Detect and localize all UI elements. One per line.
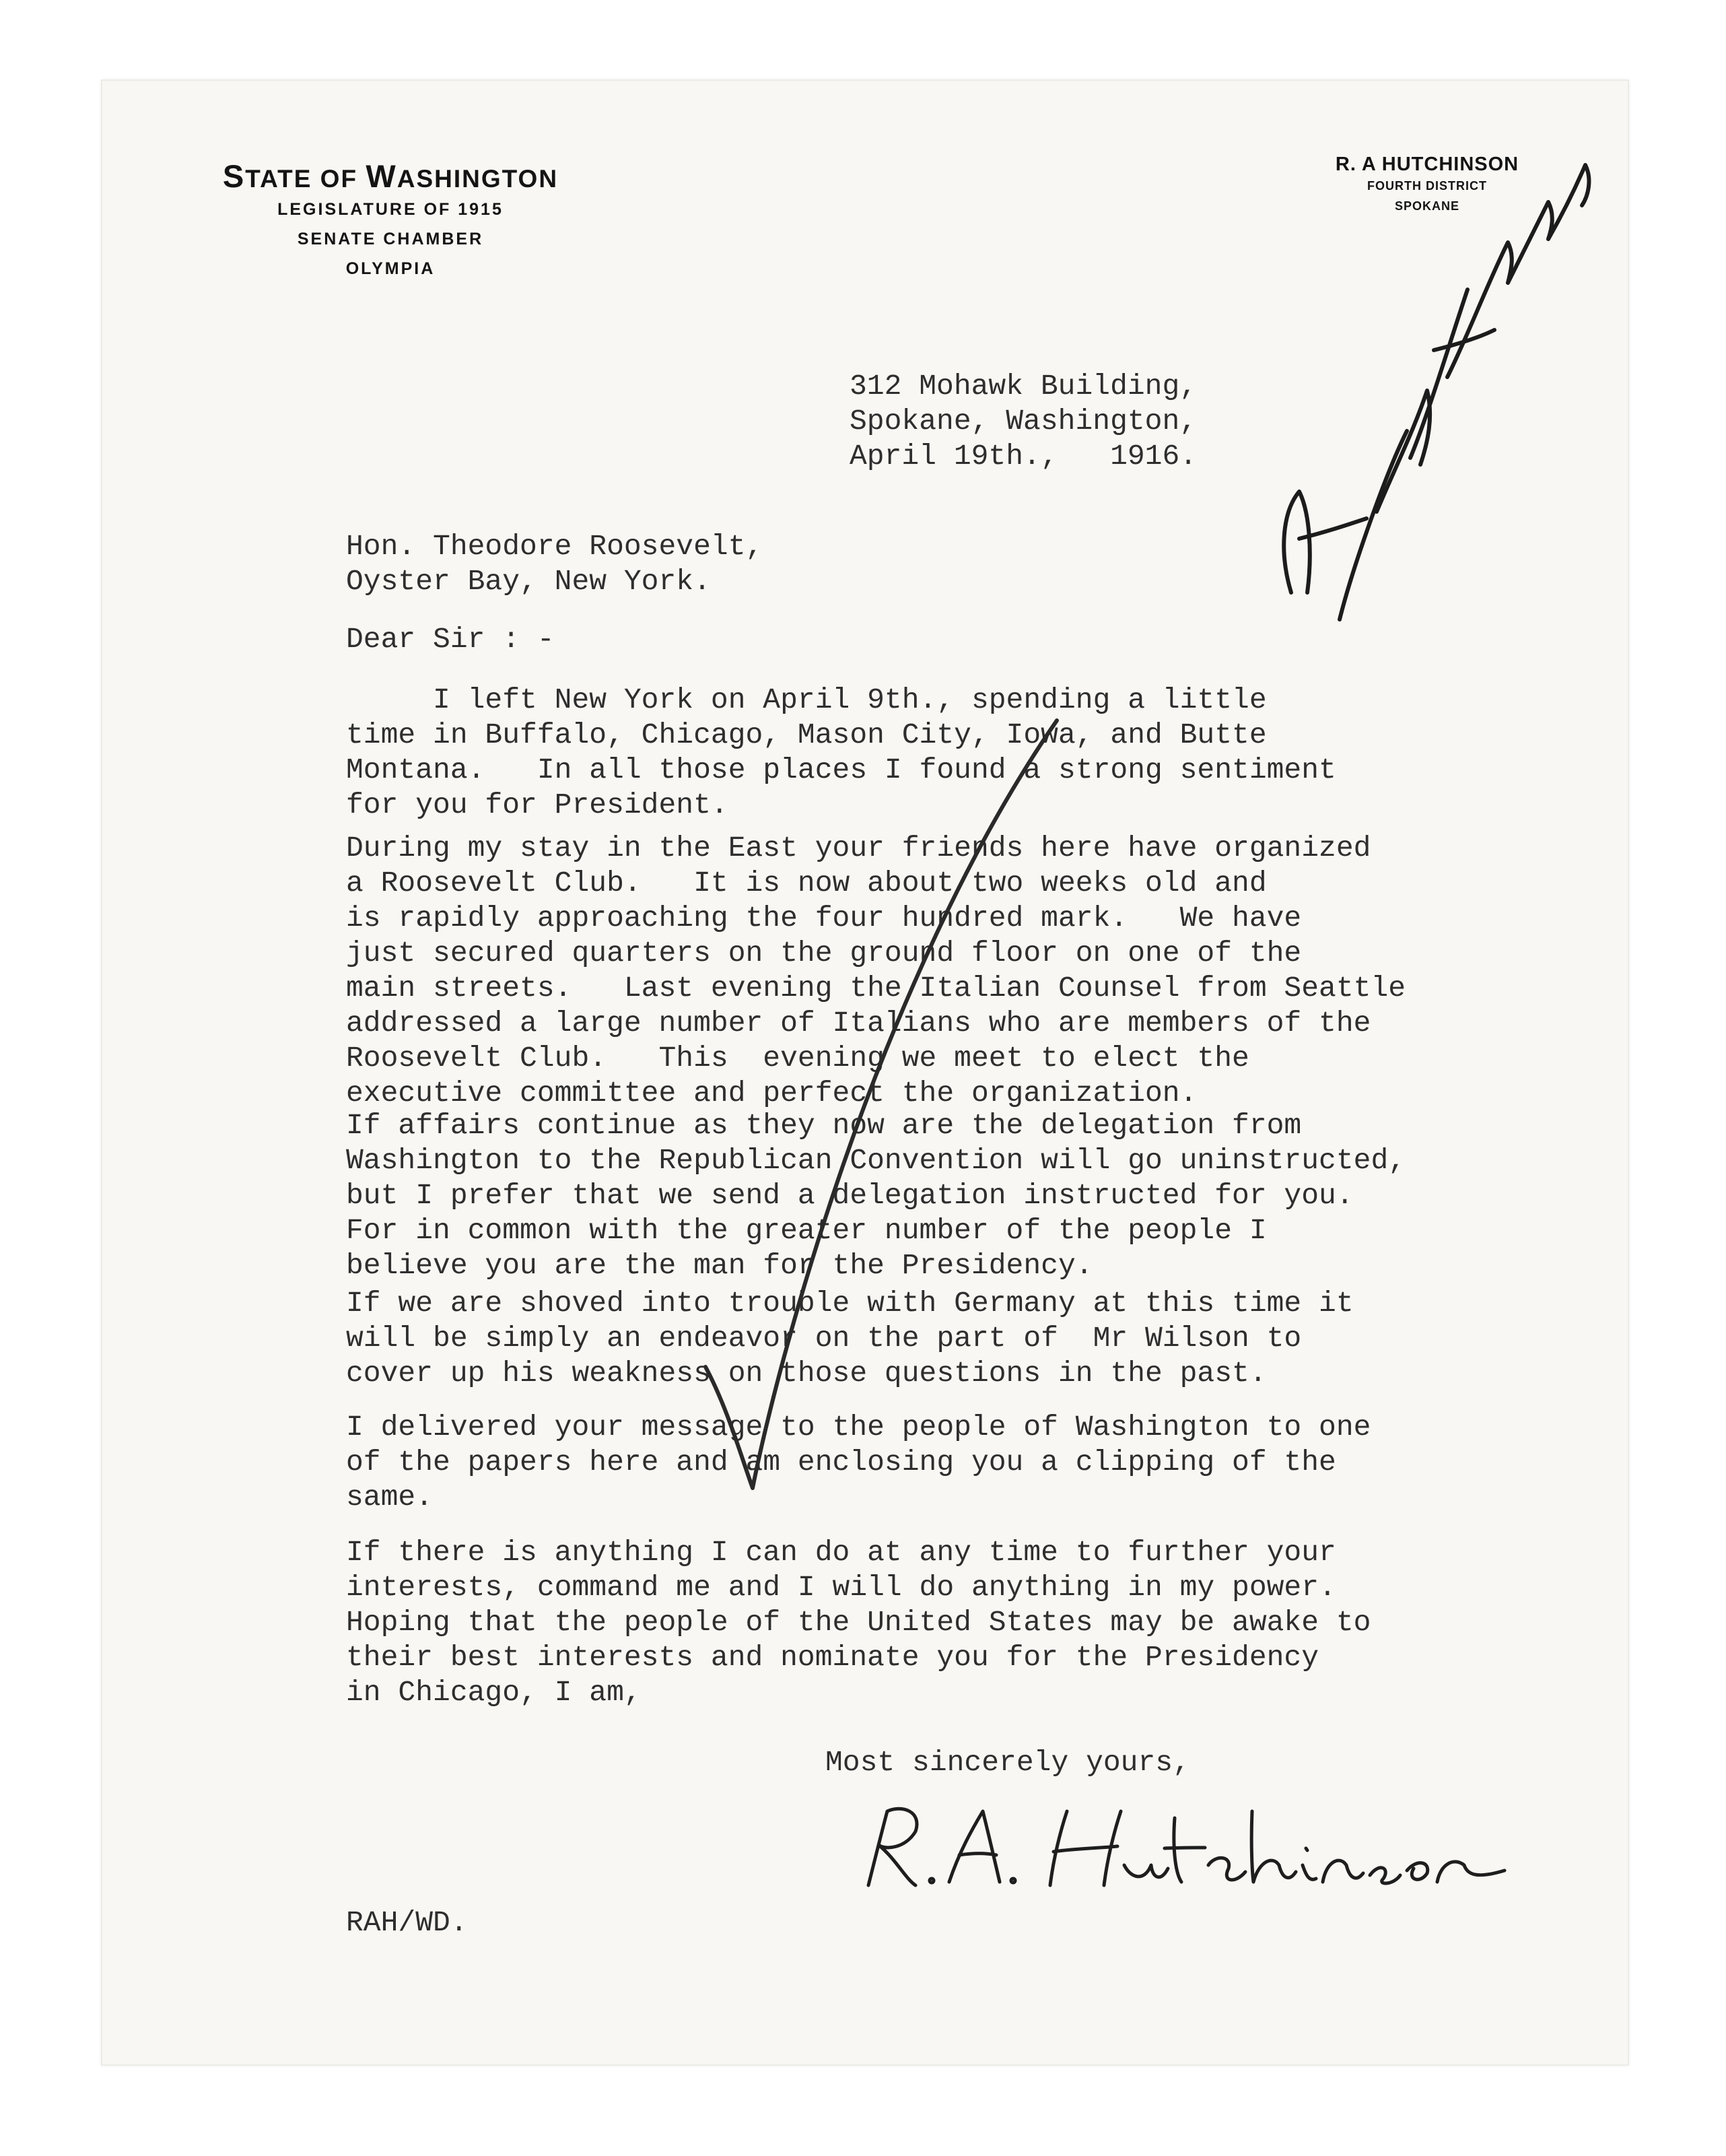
- typist-initials: RAH/WD.: [346, 1906, 468, 1939]
- body-line: of the papers here and am enclosing you a clipping of the: [346, 1446, 1336, 1479]
- body-line: I left New York on April 9th., spending a little: [346, 683, 1267, 716]
- body-line: addressed a large number of Italians who are members of the: [346, 1007, 1371, 1040]
- body-line: Roosevelt Club. This evening we meet to elect the: [346, 1042, 1249, 1075]
- body-line: just secured quarters on the ground floor on one of the: [346, 937, 1302, 970]
- body-paragraph: [346, 1108, 1406, 1283]
- body-line: Hoping that the people of the United States may be awake to: [346, 1606, 1371, 1639]
- body-line: I delivered your message to the people of Washington to one: [346, 1411, 1371, 1444]
- body-line: same.: [346, 1481, 434, 1514]
- letterhead-title: STATE OF WASHINGTON: [222, 158, 559, 194]
- closing: Most sincerely yours,: [825, 1746, 1190, 1779]
- letterhead-right: [1299, 154, 1555, 216]
- body-paragraph: [346, 1286, 1354, 1391]
- body-line: time in Buffalo, Chicago, Mason City, Iowa, and Butte: [346, 718, 1267, 751]
- body-line: a Roosevelt Club. It is now about two weeks old and: [346, 867, 1267, 900]
- recipient-block: [346, 529, 763, 599]
- body-line: main streets. Last evening the Italian Counsel from Seattle: [346, 972, 1406, 1005]
- body-paragraph: [346, 1410, 1371, 1515]
- body-line: cover up his weakness on those questions in the past.: [346, 1357, 1267, 1390]
- body-line: interests, command me and I will do anything in my power.: [346, 1571, 1336, 1604]
- body-line: in Chicago, I am,: [346, 1676, 642, 1709]
- body-paragraph: [346, 1535, 1371, 1710]
- body-line: If affairs continue as they now are the delegation from: [346, 1109, 1302, 1142]
- body-line: their best interests and nominate you for the Presidency: [346, 1641, 1319, 1674]
- letterhead-line: LEGISLATURE OF 1915: [277, 200, 504, 219]
- address-date: April 19th., 1916.: [850, 440, 1198, 473]
- body-paragraph: [346, 683, 1336, 823]
- recipient-line: Hon. Theodore Roosevelt,: [346, 530, 763, 563]
- body-line: but I prefer that we send a delegation instructed for you.: [346, 1179, 1354, 1212]
- recipient-line: Oyster Bay, New York.: [346, 565, 711, 598]
- body-line: will be simply an endeavor on the part of Mr Wilson to: [346, 1322, 1302, 1355]
- address-line: Spokane, Washington,: [850, 405, 1198, 438]
- body-line: believe you are the man for the Presidency.: [346, 1249, 1093, 1282]
- address-line: 312 Mohawk Building,: [850, 370, 1198, 403]
- body-line: If there is anything I can do at any time to further your: [346, 1536, 1336, 1569]
- letterhead-left: [182, 158, 599, 283]
- body-line: During my stay in the East your friends here have organized: [346, 832, 1371, 865]
- letterhead-name: R. A HUTCHINSON: [1335, 154, 1519, 175]
- body-paragraph: [346, 831, 1406, 1111]
- salutation: Dear Sir : -: [346, 623, 555, 656]
- letterhead-district: FOURTH DISTRICT: [1367, 179, 1487, 193]
- body-line: is rapidly approaching the four hundred mark. We have: [346, 902, 1302, 935]
- body-line: If we are shoved into trouble with Germany at this time it: [346, 1287, 1354, 1320]
- letterhead-line: OLYMPIA: [345, 259, 436, 278]
- body-line: Montana. In all those places I found a strong sentiment: [346, 753, 1336, 786]
- letterhead-city: SPOKANE: [1394, 199, 1459, 213]
- body-line: executive committee and perfect the organization.: [346, 1077, 1198, 1110]
- sender-address: [850, 369, 1197, 474]
- letterhead-line: SENATE CHAMBER: [297, 230, 484, 248]
- body-line: For in common with the greater number of the people I: [346, 1214, 1267, 1247]
- body-line: Washington to the Republican Convention will go uninstructed,: [346, 1144, 1406, 1177]
- body-line: for you for President.: [346, 788, 728, 821]
